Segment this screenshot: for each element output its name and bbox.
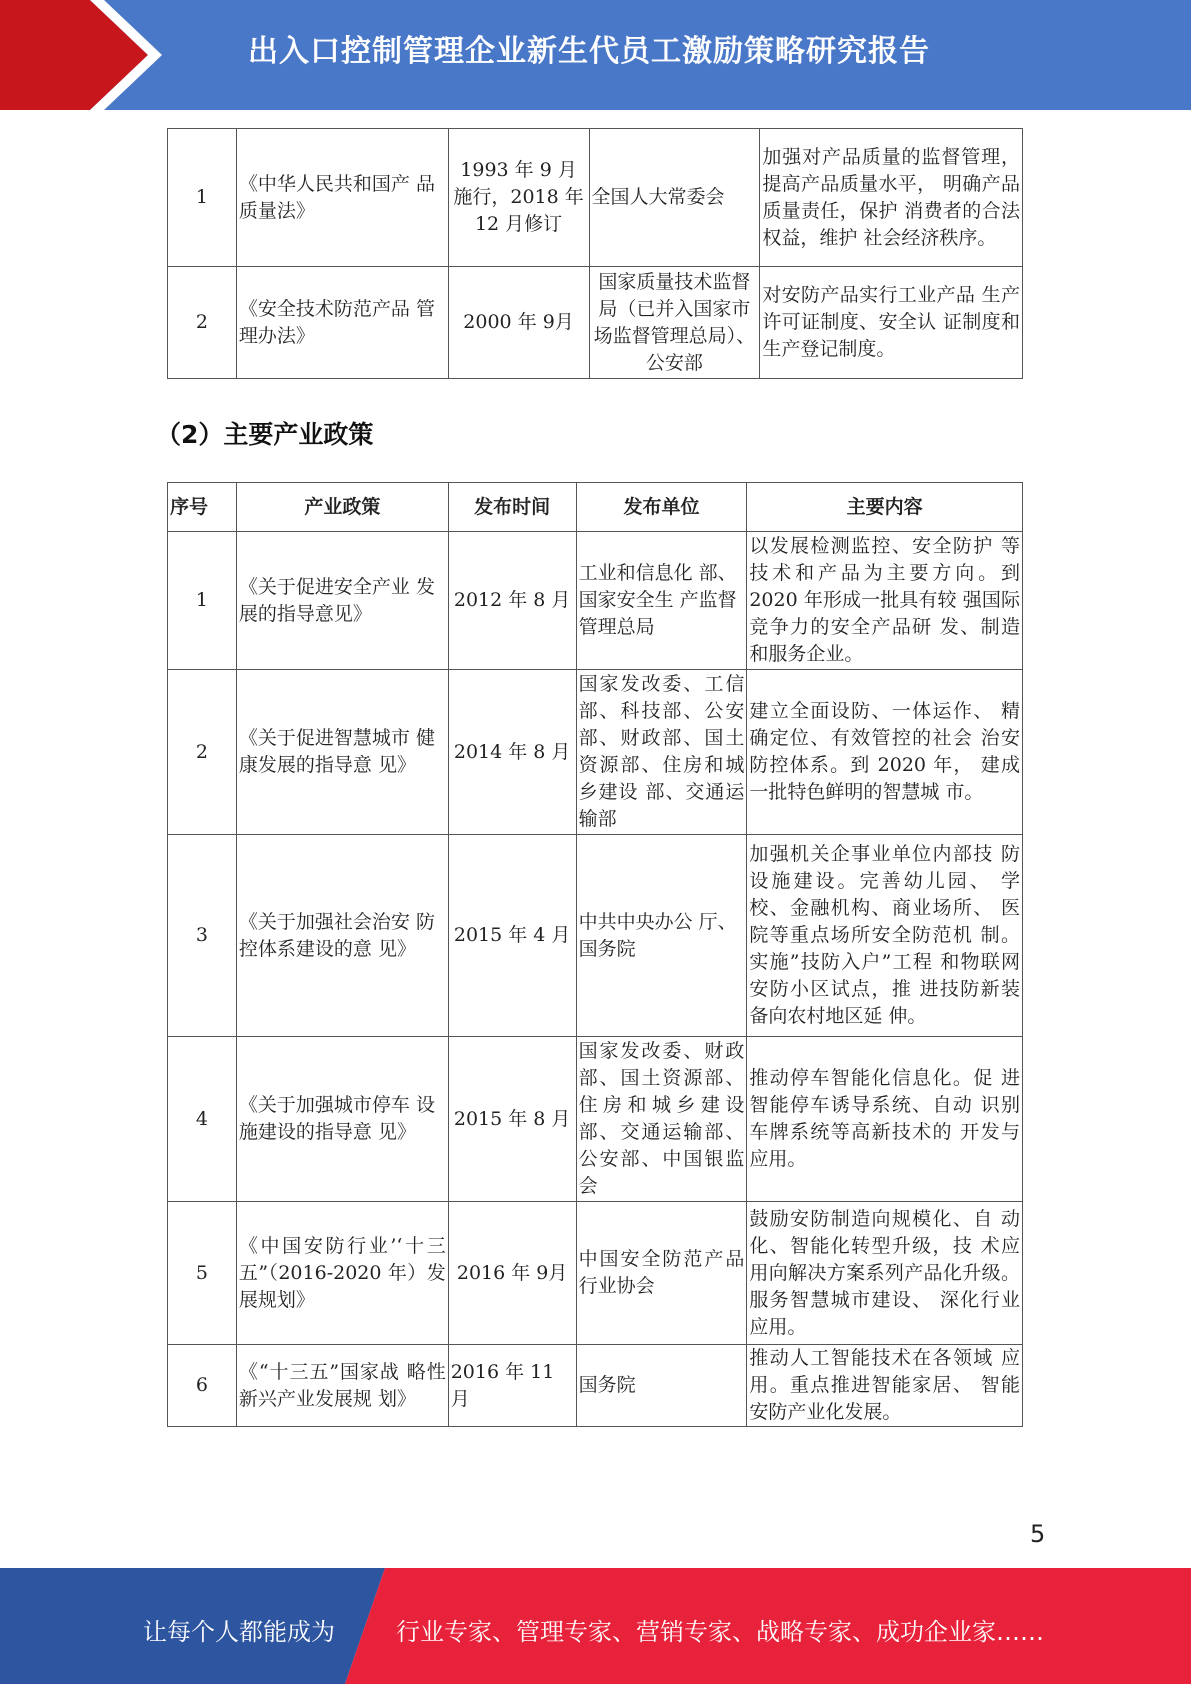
issuing-unit: 国家质量技术监督局（已并入国家市场监督管理总局）、公安部	[589, 267, 760, 379]
table-row	[168, 532, 1023, 670]
footer-slogan-left: 让每个人都能成为	[143, 1618, 335, 1646]
main-content: 推动人工智能技术在各领域 应用。重点推进智能家居、 智能安防产业化发展。	[747, 1345, 1023, 1427]
issue-time: 2012 年 8 月	[448, 532, 576, 670]
table-row	[168, 1037, 1023, 1202]
policy-name: 《中国安防行业’‘十三五”（2016-2020 年）发展规划》	[236, 1202, 448, 1345]
row-number: 3	[168, 835, 237, 1037]
policy-name: 《关于促进智慧城市 健康发展的指导意 见》	[236, 670, 448, 835]
header-time: 发布时间	[448, 483, 576, 532]
issuing-unit: 中共中央办公 厅、国务院	[576, 835, 747, 1037]
section-heading: （2）主要产业政策	[156, 420, 374, 449]
issue-time: 1993 年 9 月 施行，2018 年 12 月修订	[448, 129, 589, 267]
header-unit: 发布单位	[576, 483, 747, 532]
issuing-unit: 全国人大常委会	[589, 129, 760, 267]
page-footer	[0, 1568, 1191, 1684]
policy-name: 《“十三五”国家战 略性新兴产业发展规 划》	[236, 1345, 448, 1427]
main-content: 加强机关企事业单位内部技 防设施建设。完善幼儿园、 学校、金融机构、商业场所、 医院等重点场所安全防范机 制。实施”技防入户”工程 和物联网安防小区试点，推 进技防新装备向农村地区延 伸。	[747, 835, 1023, 1037]
table-row	[168, 1202, 1023, 1345]
issuing-unit: 工业和信息化 部、国家安全生 产监督管理总局	[576, 532, 747, 670]
regulation-name: 《安全技术防范产品 管理办法》	[236, 267, 448, 379]
main-content: 推动停车智能化信息化。促 进智能停车诱导系统、自动 识别车牌系统等高新技术的 开发与应用。	[747, 1037, 1023, 1202]
issuing-unit: 中国安全防范产品行业协会	[576, 1202, 747, 1345]
issue-time: 2015 年 8 月	[448, 1037, 576, 1202]
main-content: 加强对产品质量的监督管理，提高产品质量水平， 明确产品质量责任，保护 消费者的合法权益，维护 社会经济秩序。	[760, 129, 1023, 267]
issuing-unit: 国家发改委、工信部、科技部、公安部、财政部、国土资源部、住房和城乡建设 部、交通运输部	[576, 670, 747, 835]
issuing-unit: 国务院	[576, 1345, 747, 1427]
row-number: 5	[168, 1202, 237, 1345]
main-content: 对安防产品实行工业产品 生产许可证制度、安全认 证制度和生产登记制度。	[760, 267, 1023, 379]
policy-name: 《关于加强城市停车 设施建设的指导意 见》	[236, 1037, 448, 1202]
main-content: 建立全面设防、一体运作、 精确定位、有效管控的社会 治安防控体系。到 2020 年， 建成一批特色鲜明的智慧城 市。	[747, 670, 1023, 835]
table-row	[168, 1345, 1023, 1427]
header-red-arrow	[0, 0, 148, 110]
table-row	[168, 670, 1023, 835]
footer-slogan-right: 行业专家、管理专家、营销专家、战略专家、成功企业家……	[396, 1618, 1044, 1646]
row-number: 2	[168, 670, 237, 835]
issue-time: 2015 年 4 月	[448, 835, 576, 1037]
table-row	[168, 267, 1023, 379]
table-header-row	[168, 483, 1023, 532]
policy-name: 《关于促进安全产业 发展的指导意见》	[236, 532, 448, 670]
table-row	[168, 835, 1023, 1037]
header-policy: 产业政策	[236, 483, 448, 532]
page-header	[0, 0, 1191, 110]
regulation-name: 《中华人民共和国产 品质量法》	[236, 129, 448, 267]
policy-table	[167, 482, 1023, 1427]
row-number: 6	[168, 1345, 237, 1427]
row-number: 2	[168, 267, 237, 379]
row-number: 1	[168, 532, 237, 670]
row-number: 4	[168, 1037, 237, 1202]
issue-time: 2014 年 8 月	[448, 670, 576, 835]
issuing-unit: 国家发改委、财政部、国土资源部、住房和城乡建设部、交通运输部、公安部、中国银监会	[576, 1037, 747, 1202]
policy-name: 《关于加强社会治安 防控体系建设的意 见》	[236, 835, 448, 1037]
issue-time: 2016 年 9月	[448, 1202, 576, 1345]
header-content: 主要内容	[747, 483, 1023, 532]
row-number: 1	[168, 129, 237, 267]
page-number: 5	[1030, 1520, 1046, 1548]
header-no: 序号	[168, 483, 237, 532]
regulation-table	[167, 128, 1023, 379]
issue-time: 2000 年 9月	[448, 267, 589, 379]
main-content: 以发展检测监控、安全防护 等技术和产品为主要方向。到 2020 年形成一批具有较 强国际竞争力的安全产品研 发、制造和服务企业。	[747, 532, 1023, 670]
main-content: 鼓励安防制造向规模化、自 动化、智能化转型升级，技 术应用向解决方案系列产品化升级。服务智慧城市建设、 深化行业应用。	[747, 1202, 1023, 1345]
report-title: 出入口控制管理企业新生代员工激励策略研究报告	[248, 34, 930, 69]
table-row	[168, 129, 1023, 267]
issue-time: 2016 年 11 月	[448, 1345, 576, 1427]
